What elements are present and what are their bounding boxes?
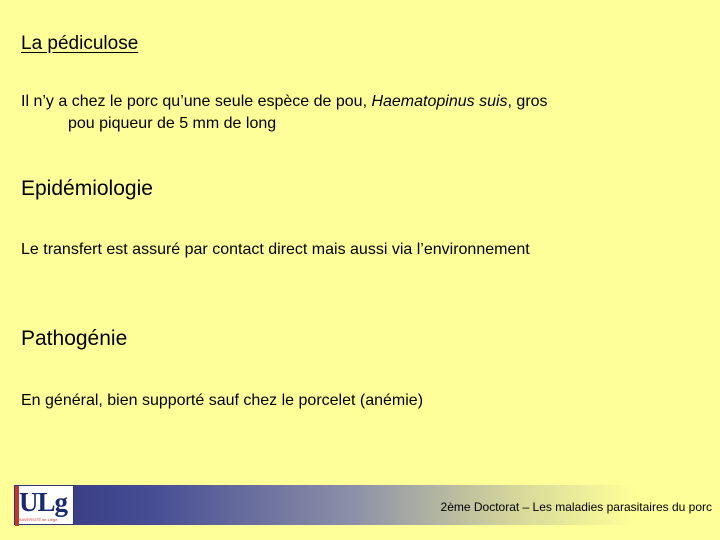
logo-text: ULg (19, 487, 68, 517)
university-logo (14, 485, 74, 525)
epidemiology-heading: Epidémiologie (21, 177, 153, 200)
intro-text-line2: pou piqueur de 5 mm de long (68, 115, 277, 132)
intro-text-part2: , gros (507, 93, 548, 110)
footer-caption: 2ème Doctorat – Les maladies parasitaires du porc (440, 500, 712, 514)
intro-paragraph (21, 91, 701, 135)
slide-title: La pédiculose (21, 33, 139, 54)
species-name: Haematopinus suis (371, 93, 508, 110)
intro-text-part1: Il n’y a chez le porc qu’une seule espèce de pou, (21, 93, 372, 110)
epidemiology-text: Le transfert est assuré par contact direct mais aussi via l’environnement (21, 241, 530, 258)
logo-subtext: UNIVERSITÉ de Liège (17, 517, 58, 522)
pathogenesis-heading: Pathogénie (21, 327, 128, 350)
pathogenesis-text: En général, bien supporté sauf chez le porcelet (anémie) (21, 392, 424, 409)
